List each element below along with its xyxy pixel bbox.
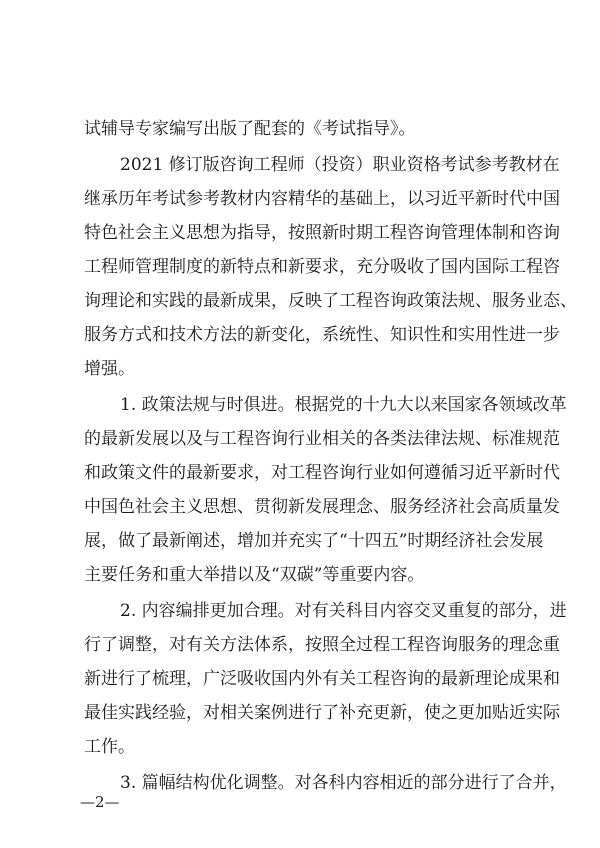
text-line: 的最新发展以及与工程咨询行业相关的各类法律法规、标准规范 — [84, 429, 560, 449]
text-line: 询理论和实践的最新成果，反映了工程咨询政策法规、服务业态、 — [84, 291, 577, 311]
text-line: 2. 内容编排更加合理。对有关科目内容交叉重复的部分，进 — [120, 601, 567, 621]
text-line: 服务方式和技术方法的新变化，系统性、知识性和实用性进一步 — [84, 325, 560, 345]
text-line: 和政策文件的最新要求，对工程咨询行业如何遵循习近平新时代 — [84, 463, 560, 483]
text-line: 新进行了梳理，广泛吸收国内外有关工程咨询的最新理论成果和 — [84, 669, 560, 689]
text-line: 1. 政策法规与时俱进。根据党的十九大以来国家各领域改革 — [120, 395, 567, 415]
text-line: 工作。 — [84, 737, 135, 757]
text-line: 试辅导专家编写出版了配套的《考试指导》。 — [84, 119, 416, 139]
text-line: 特色社会主义思想为指导，按照新时期工程咨询管理体制和咨询 — [84, 223, 560, 243]
text-line: 2021 修订版咨询工程师（投资）职业资格考试参考教材在 — [120, 155, 560, 175]
text-line: 展，做了最新阐述，增加并充实了“十四五”时期经济社会发展 — [84, 531, 544, 551]
text-line: 继承历年考试参考教材内容精华的基础上，以习近平新时代中国 — [84, 189, 560, 209]
text-line: 主要任务和重大举措以及“双碳”等重要内容。 — [84, 565, 425, 585]
text-line: 增强。 — [84, 359, 135, 379]
text-line: 工程师管理制度的新特点和新要求，充分吸收了国内国际工程咨 — [84, 257, 560, 277]
page-number: —2— — [80, 793, 120, 811]
text-line: 最佳实践经验，对相关案例进行了补充更新，使之更加贴近实际 — [84, 703, 560, 723]
text-line: 行了调整，对有关方法体系，按照全过程工程咨询服务的理念重 — [84, 635, 560, 655]
text-line: 3. 篇幅结构优化调整。对各科内容相近的部分进行了合并， — [120, 773, 567, 793]
text-line: 中国色社会主义思想、贯彻新发展理念、服务经济社会高质量发 — [84, 497, 560, 517]
